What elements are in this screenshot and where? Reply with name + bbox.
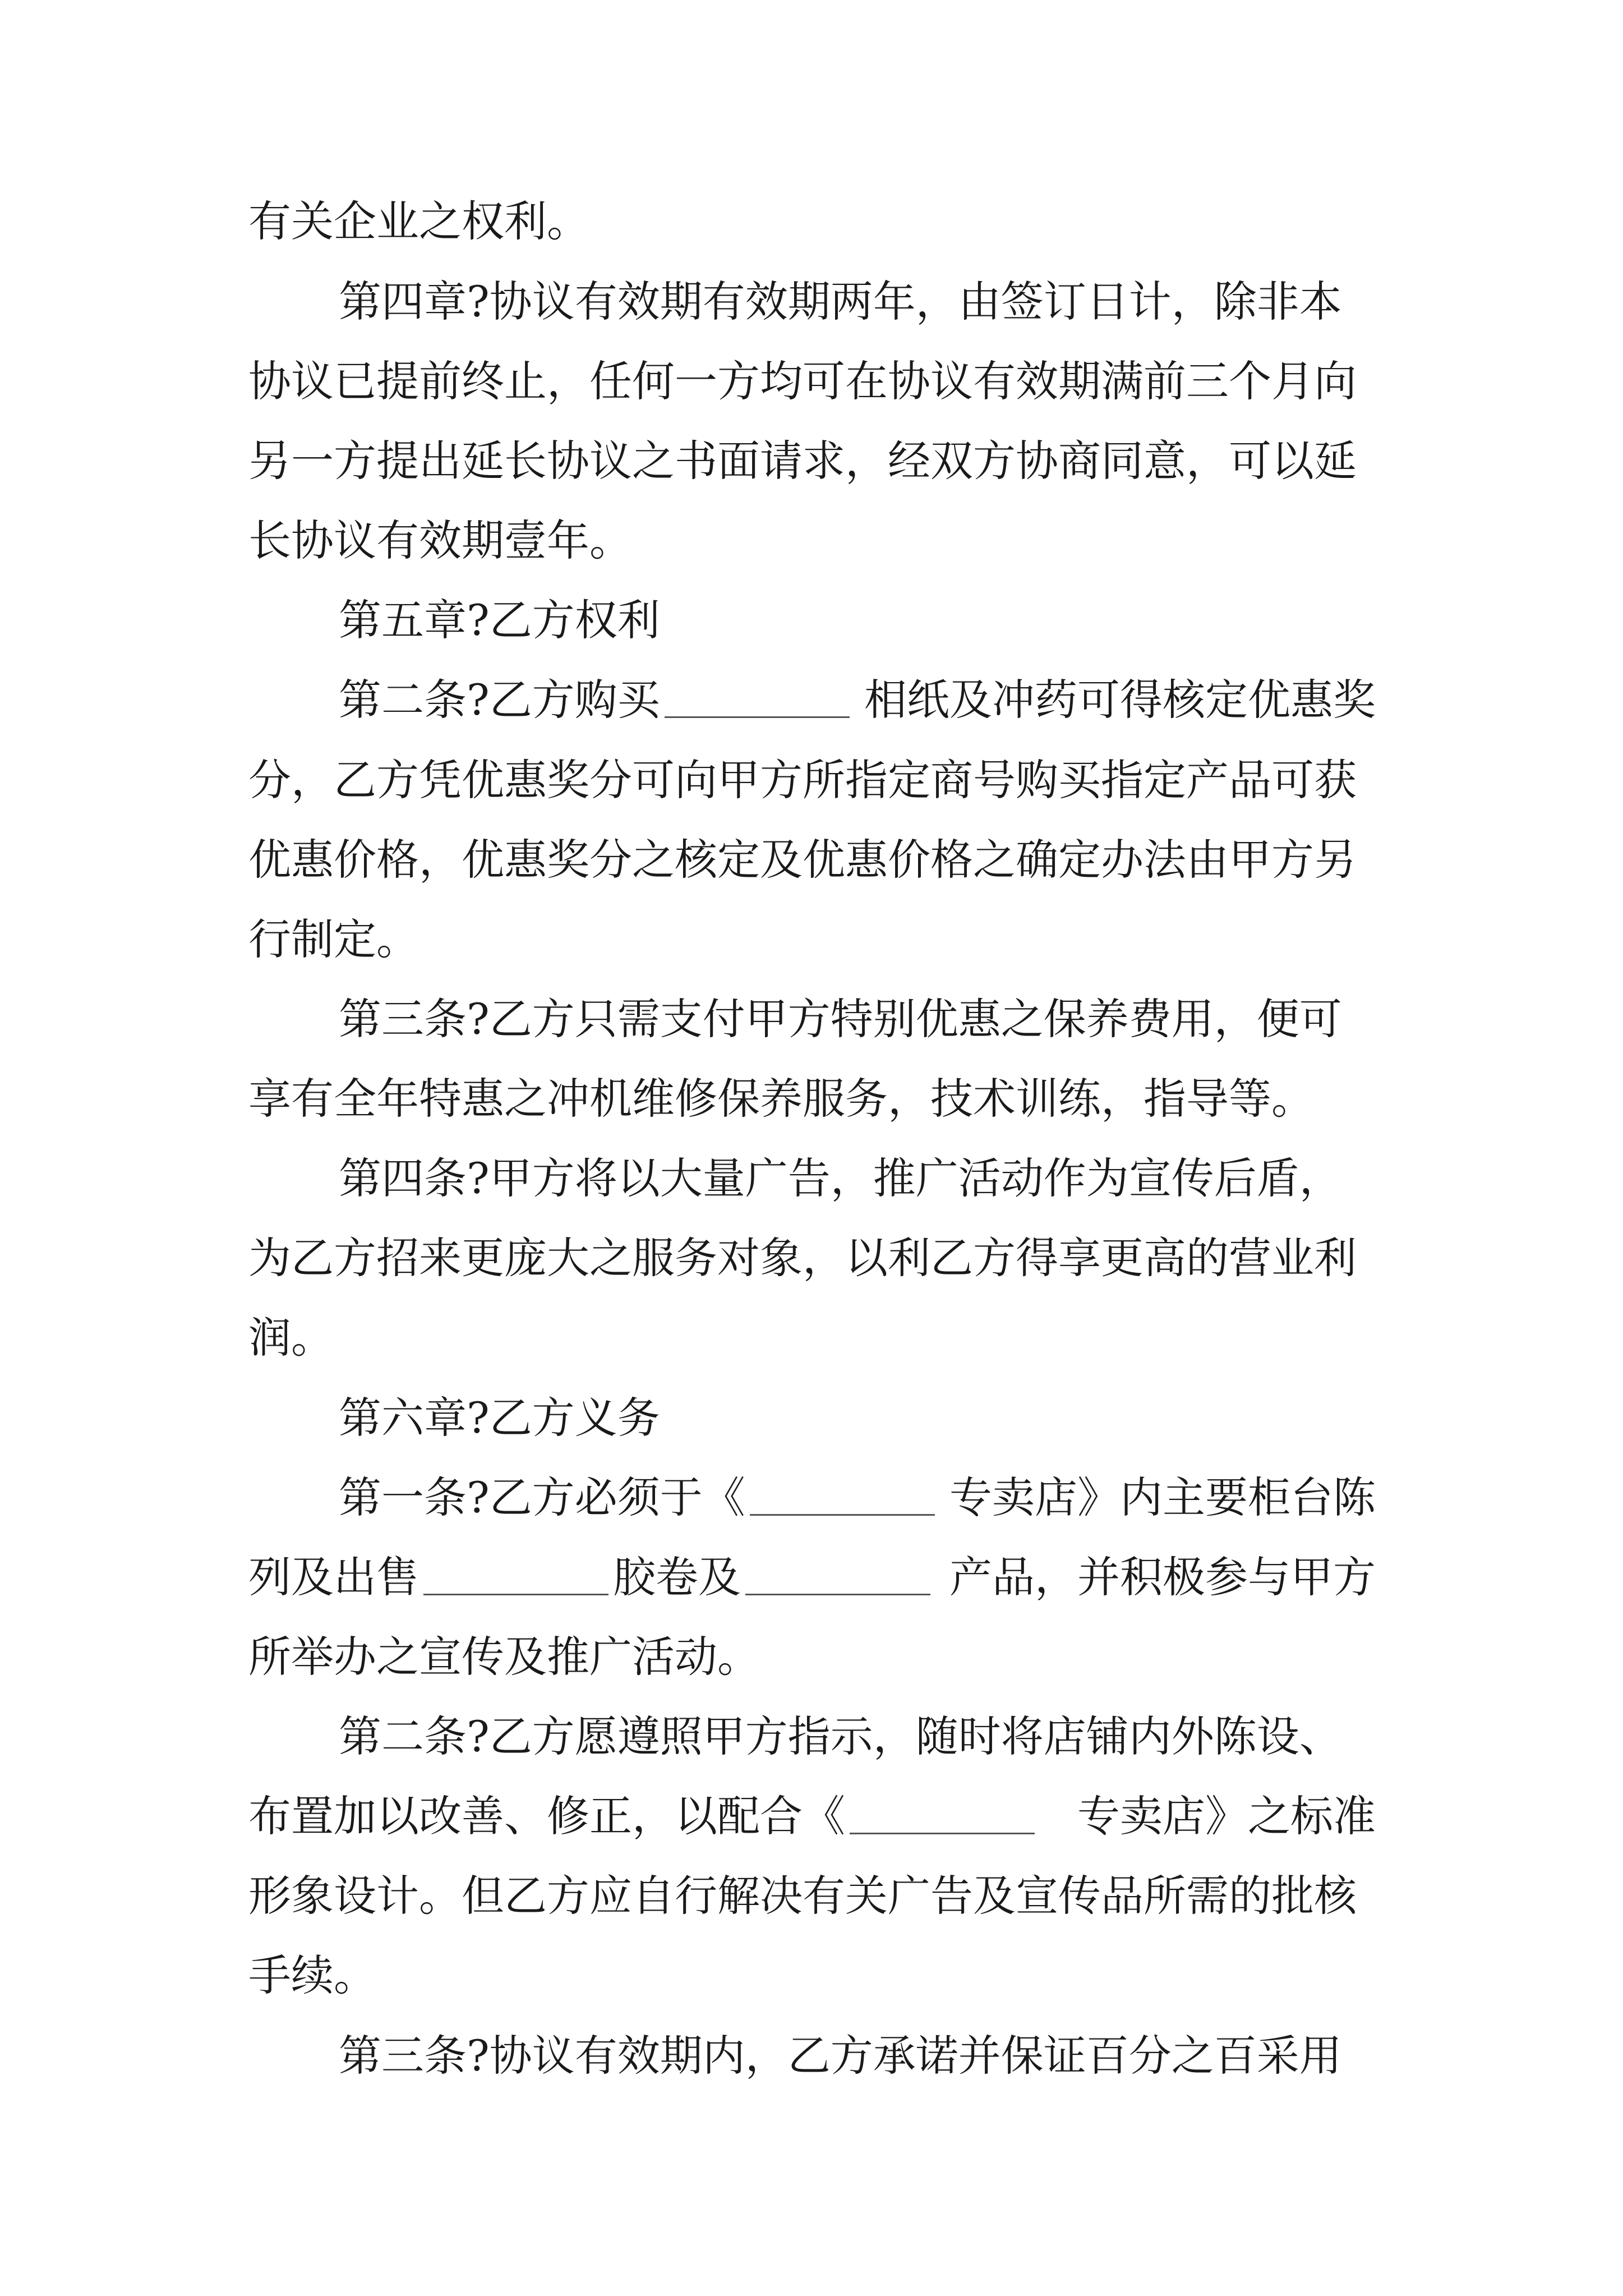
heading-text: 第六章?乙方义务 — [339, 1393, 660, 1443]
line-text: 优惠价格，优惠奖分之核定及优惠价格之确定办法由甲方另 — [248, 835, 1357, 885]
text-line — [339, 1706, 1376, 1768]
text-line — [248, 1945, 1376, 2007]
fill-in-blank[interactable] — [665, 683, 850, 718]
line-text: 专卖店》内主要柜台陈 — [949, 1473, 1376, 1522]
line-text: 第三条?乙方只需支付甲方特别优惠之保养费用，便可 — [339, 994, 1342, 1044]
text-line — [339, 1467, 1376, 1529]
line-text: 手续。 — [248, 1950, 376, 2000]
line-text: 相纸及冲药可得核定优惠奖 — [864, 675, 1376, 725]
text-line — [248, 1307, 1376, 1369]
line-text: 所举办之宣传及推广活动。 — [248, 1632, 760, 1682]
line-text: 第二条?乙方购买 — [339, 675, 660, 725]
fill-in-blank[interactable] — [423, 1560, 608, 1595]
line-text: 胶卷及 — [613, 1552, 741, 1602]
line-text: 润。 — [248, 1313, 334, 1363]
line-text: 享有全年特惠之冲机维修保养服务，技术训练，指导等。 — [248, 1074, 1314, 1124]
line-text: 协议已提前终止，任何一方均可在协议有效期满前三个月向 — [248, 356, 1357, 406]
text-line — [248, 1626, 1376, 1688]
text-line — [339, 988, 1376, 1050]
line-text: 专卖店》之标准 — [1077, 1791, 1376, 1841]
text-line — [248, 1865, 1376, 1927]
line-text: 分，乙方凭优惠奖分可向甲方所指定商号购买指定产品可获 — [248, 755, 1357, 805]
fill-in-blank[interactable] — [850, 1799, 1035, 1834]
line-text: 第三条?协议有效期内，乙方承诺并保证百分之百采用 — [339, 2031, 1342, 2081]
fill-in-blank[interactable] — [750, 1480, 935, 1516]
line-text: 第四条?甲方将以大量广告，推广活动作为宣传后盾， — [339, 1153, 1342, 1203]
line-text: 形象设计。但乙方应自行解决有关广告及宣传品所需的批核 — [248, 1871, 1357, 1921]
line-text: 第二条?乙方愿遵照甲方指示，随时将店铺内外陈设、 — [339, 1711, 1342, 1761]
text-line — [339, 271, 1376, 333]
line-text: 第四章?协议有效期有效期两年，由签订日计，除非本 — [339, 277, 1342, 326]
line-text: 行制定。 — [248, 914, 419, 964]
heading-text: 第五章?乙方权利 — [339, 595, 660, 645]
text-line — [248, 191, 1376, 252]
line-text: 产品，并积极参与甲方 — [949, 1552, 1376, 1602]
line-text: 有关企业之权利。 — [248, 196, 589, 246]
text-line — [248, 1547, 1376, 1608]
text-line — [339, 669, 1376, 731]
text-line — [248, 1227, 1376, 1289]
text-line — [248, 1786, 1376, 1847]
text-line — [248, 510, 1376, 572]
section-heading — [339, 590, 1376, 651]
text-line — [248, 749, 1376, 811]
text-line — [248, 351, 1376, 412]
line-text: 列及出售 — [248, 1552, 419, 1602]
text-line — [248, 909, 1376, 970]
section-heading — [339, 1387, 1376, 1449]
line-text: 另一方提出延长协议之书面请求，经双方协商同意，可以延 — [248, 436, 1357, 486]
text-line — [339, 2025, 1376, 2087]
fill-in-blank[interactable] — [745, 1560, 930, 1595]
text-line — [248, 430, 1376, 492]
text-line — [248, 1068, 1376, 1130]
line-text: 第一条?乙方必须于《 — [339, 1473, 745, 1522]
text-line — [339, 1148, 1376, 1209]
text-line — [248, 829, 1376, 891]
line-text: 为乙方招来更庞大之服务对象，以利乙方得享更高的营业利 — [248, 1233, 1357, 1283]
line-text: 长协议有效期壹年。 — [248, 516, 632, 565]
line-text: 布置加以改善、修正，以配合《 — [248, 1791, 845, 1841]
